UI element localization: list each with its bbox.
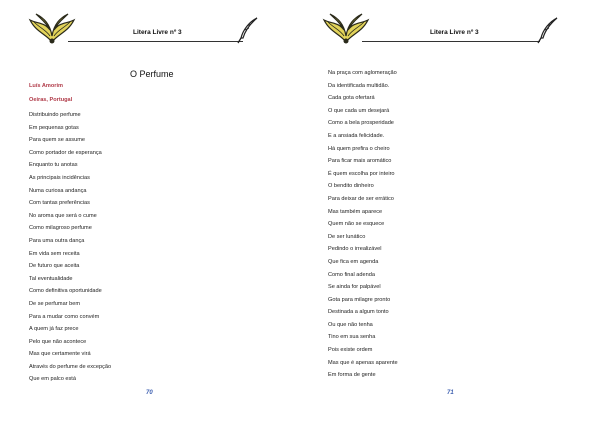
poem-line: Numa curiosa andança — [29, 187, 87, 194]
poem-line: Pois existe ordem — [328, 347, 373, 354]
poem-line: Como definitiva oportunidade — [29, 288, 102, 295]
poem-line: Em pequenas gotas — [29, 124, 79, 131]
page-number: 70 — [146, 390, 153, 396]
poem-line: Destinada a algum tonto — [328, 309, 389, 316]
poem-line: Distribuindo perfume — [29, 112, 81, 118]
poem-line: Que fica em agenda — [328, 258, 379, 265]
poem-line: Como a bela prosperidade — [328, 120, 394, 127]
poem-line: Pedindo o irrealizável — [328, 246, 382, 253]
poem-line: Para a mudar como convém — [29, 313, 100, 320]
poem-line: A quem já faz prece — [29, 326, 79, 333]
poem-line: Para quem se assume — [29, 137, 85, 144]
poem-line: E a ansiada felicidade. — [328, 132, 385, 139]
magazine-title: Litera Livre nº 3 — [430, 29, 479, 36]
poem-line: Enquanto tu anotas — [29, 162, 78, 169]
page-header — [322, 12, 572, 52]
poem-line: De futuro que aceita — [29, 263, 80, 270]
poem-line: Para deixar de ser errático — [328, 195, 394, 202]
poem-line: Como final adenda — [328, 271, 375, 278]
poem-title: O Perfume — [130, 69, 174, 79]
poem-line: Para uma outra dança — [29, 237, 85, 244]
author-name: Luís Amorim — [29, 83, 63, 89]
poem-line: Mas que certamente virá — [29, 351, 91, 358]
page-number: 71 — [447, 390, 454, 396]
poem-line: Pelo que não acontece — [29, 338, 87, 345]
poem-line: Na praça com aglomeração — [328, 70, 397, 76]
poem-line: No aroma que será o cume — [29, 212, 97, 219]
poem-lines-right — [328, 67, 398, 382]
quill-pen-icon — [535, 16, 561, 44]
poem-line: Cada gota ofertará — [328, 95, 375, 102]
poem-line: O bendito dinheiro — [328, 183, 374, 190]
poem-line: De ser lunático — [328, 233, 366, 240]
quill-pen-icon — [235, 16, 261, 44]
poem-line: Há quem prefira o cheiro — [328, 145, 390, 152]
poem-line: Mas que é apenas aparente — [328, 359, 398, 366]
poem-line: Ou que não tenha — [328, 321, 373, 328]
poem-lines-left — [29, 109, 111, 386]
poem-line: De se perfumar bem — [29, 300, 80, 307]
author-location: Oeiras, Portugal — [29, 97, 73, 103]
poem-line: As principais incidências — [29, 174, 90, 181]
poem-line: É quem escolha por inteiro — [328, 170, 395, 177]
right-page — [300, 0, 600, 424]
poem-line: Para ficar mais aromático — [328, 158, 392, 165]
poem-line: Da identificada multidão. — [328, 82, 390, 89]
page-header — [28, 12, 273, 52]
poem-line: Como milagroso perfume — [29, 225, 92, 232]
poem-line: Em vida sem receita — [29, 250, 80, 257]
header-rule — [68, 41, 243, 42]
poem-line: Se ainda for palpável — [328, 284, 381, 291]
poem-line: Em forma de gente — [328, 372, 376, 379]
poem-line: Tino em sua senha — [328, 334, 376, 341]
poem-line: Tal eventualidade — [29, 275, 73, 282]
poem-line: Com tantas preferências — [29, 200, 90, 207]
poem-line: O que cada um desejará — [328, 107, 390, 114]
poem-line: Através do perfume de excepção — [29, 363, 112, 370]
poem-line: Quem não se esquece — [328, 221, 385, 228]
magazine-title: Litera Livre nº 3 — [133, 29, 182, 36]
poem-line: Mas também aparece — [328, 208, 383, 215]
poem-line: Gota para milagre pronto — [328, 296, 391, 303]
poem-line: Como portador de esperança — [29, 149, 102, 156]
poem-line: Que em palco está — [29, 376, 76, 383]
header-rule — [362, 41, 540, 42]
